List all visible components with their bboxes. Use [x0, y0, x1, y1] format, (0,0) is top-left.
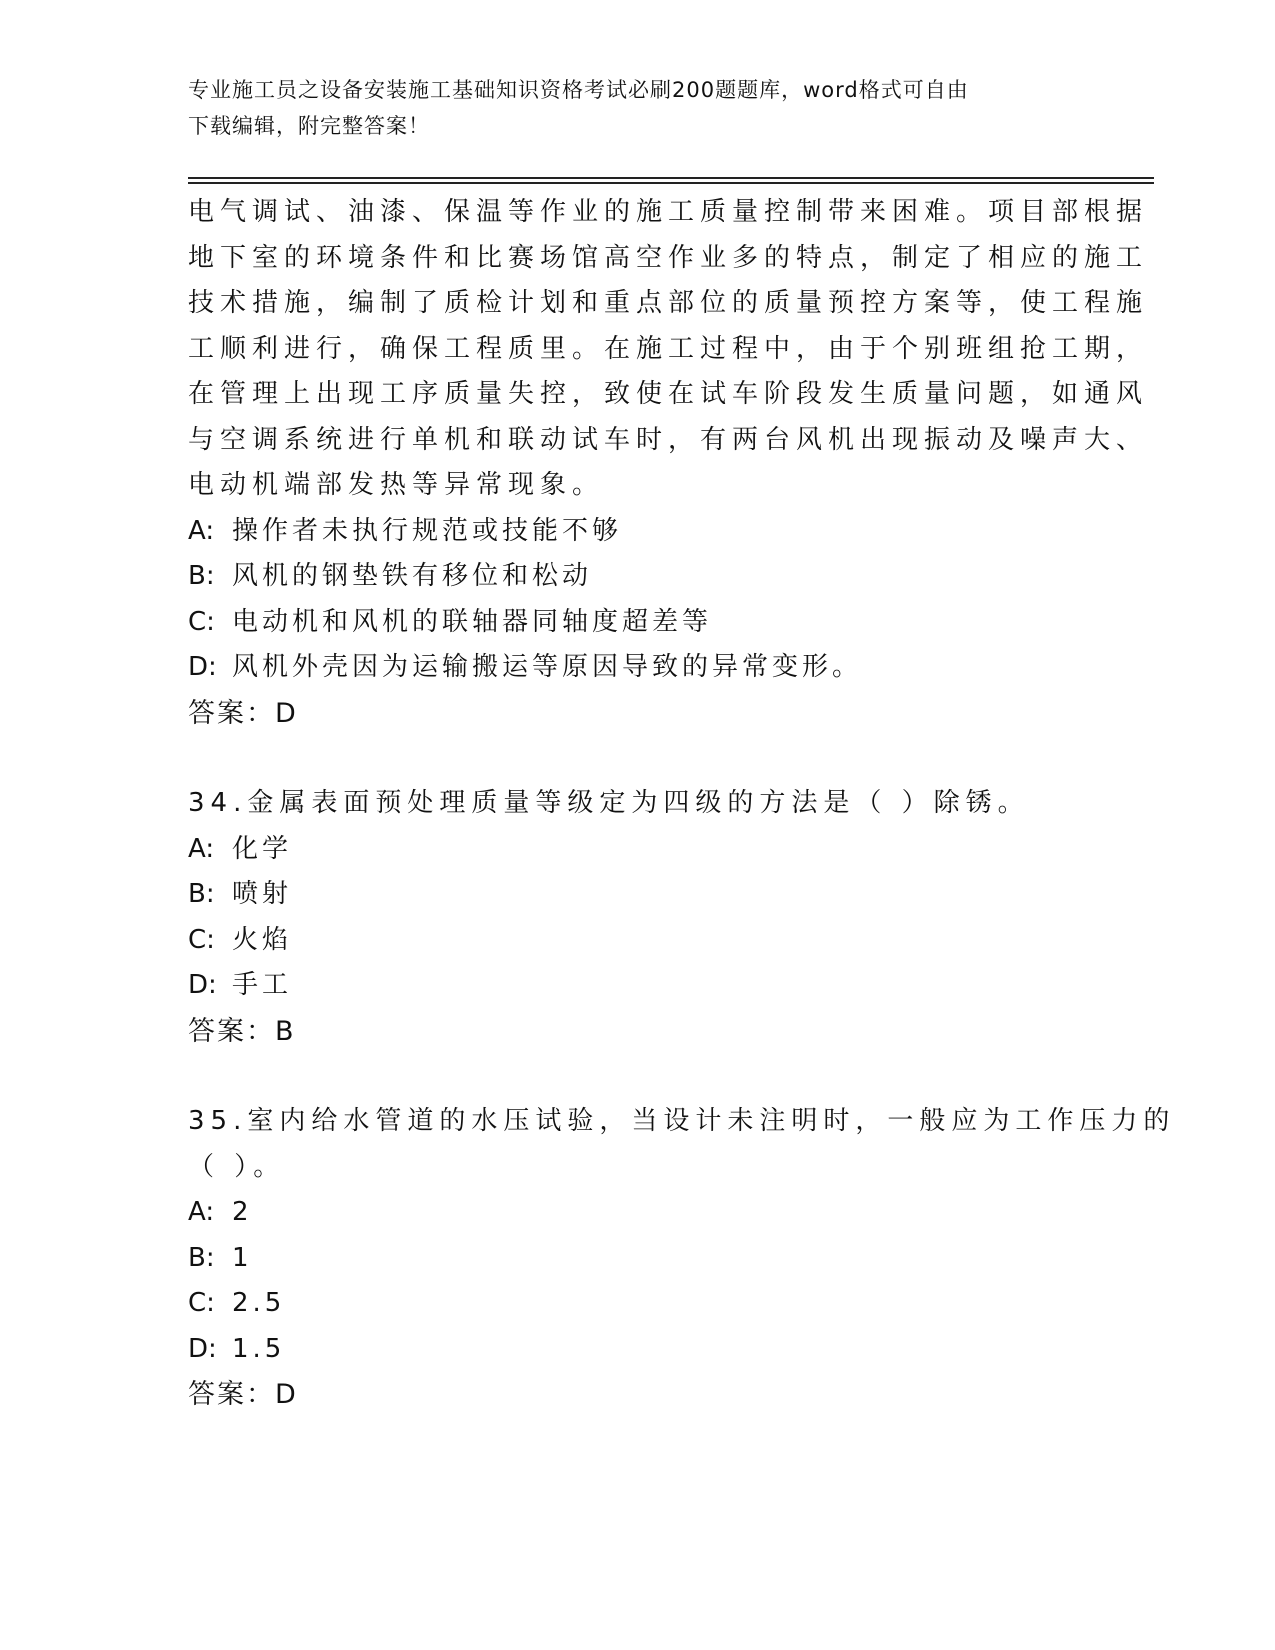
- option-text: 风机外壳因为运输搬运等原因导致的异常变形。: [232, 652, 863, 682]
- header-line-1: 专业施工员之设备安装施工基础知识资格考试必刷200题题库，word格式可自由: [188, 78, 969, 102]
- question-34-options: [188, 827, 1088, 1009]
- option-d: [188, 1327, 1088, 1373]
- option-a: [188, 509, 1088, 555]
- option-key: A:: [188, 1197, 215, 1227]
- option-text: 喷射: [232, 879, 293, 909]
- option-b: [188, 1236, 1088, 1282]
- option-key: A:: [188, 833, 215, 864]
- option-text: 2: [232, 1197, 253, 1227]
- header-rule-bottom: [188, 182, 1154, 184]
- question-35-answer: 答案：D: [188, 1379, 298, 1410]
- question-35-options: [188, 1190, 1088, 1372]
- question-35-text-line-2: （ ）。: [188, 1151, 286, 1182]
- question-33-options: [188, 509, 1088, 691]
- option-text: 1: [232, 1242, 253, 1273]
- option-key: C:: [188, 924, 215, 955]
- document-body: [188, 190, 1176, 1418]
- option-text: 化学: [232, 833, 293, 864]
- passage-line: 电动机端部发热等异常现象。: [188, 470, 605, 500]
- option-key: B:: [188, 561, 215, 591]
- option-d: [188, 963, 1088, 1009]
- option-a: [188, 1190, 1088, 1236]
- option-text: 电动机和风机的联轴器同轴度超差等: [232, 606, 713, 637]
- option-key: C:: [188, 1288, 215, 1318]
- option-key: B:: [188, 879, 215, 909]
- option-text: 火焰: [232, 924, 293, 955]
- option-b: [188, 554, 1088, 600]
- option-text: 手工: [232, 970, 293, 1000]
- option-text: 操作者未执行规范或技能不够: [232, 515, 623, 546]
- option-key: C:: [188, 606, 215, 637]
- option-a: [188, 827, 1088, 873]
- passage-line: 电气调试、油漆、保温等作业的施工质量控制带来困难。项目部根据: [188, 197, 1149, 227]
- header-line-2: 下载编辑，附完整答案！: [188, 114, 430, 138]
- option-text: 1.5: [232, 1333, 286, 1364]
- question-33-passage: [188, 190, 1149, 509]
- option-key: D:: [188, 970, 217, 1000]
- passage-line: 地下室的环境条件和比赛场馆高空作业多的特点，制定了相应的施工: [188, 242, 1149, 273]
- question-34-answer: 答案：B: [188, 1015, 296, 1047]
- option-d: [188, 645, 1088, 691]
- passage-line: 在管理上出现工序质量失控，致使在试车阶段发生质量问题，如通风: [188, 379, 1149, 409]
- spacer: [188, 1054, 1088, 1099]
- option-key: A:: [188, 515, 215, 546]
- option-key: D:: [188, 652, 217, 682]
- option-text: 2.5: [232, 1288, 286, 1318]
- passage-line: 工顺利进行，确保工程质里。在施工过程中，由于个别班组抢工期，: [188, 333, 1149, 364]
- question-35-text-line-1: 35.室内给水管道的水压试验，当设计未注明时，一般应为工作压力的: [188, 1106, 1176, 1136]
- option-c: [188, 600, 1088, 646]
- page-header: [188, 72, 1068, 144]
- passage-line: 技术措施，编制了质检计划和重点部位的质量预控方案等，使工程施: [188, 288, 1149, 318]
- option-c: [188, 918, 1088, 964]
- option-text: 风机的钢垫铁有移位和松动: [232, 561, 593, 591]
- header-rule-top: [188, 177, 1154, 179]
- question-33-answer: 答案：D: [188, 697, 298, 729]
- passage-line: 与空调系统进行单机和联动试车时，有两台风机出现振动及噪声大、: [188, 424, 1149, 455]
- spacer: [188, 736, 1088, 781]
- question-34-text: 34.金属表面预处理质量等级定为四级的方法是（ ）除锈。: [188, 788, 1030, 818]
- option-key: B:: [188, 1242, 215, 1273]
- option-b: [188, 872, 1088, 918]
- option-key: D:: [188, 1333, 217, 1364]
- option-c: [188, 1281, 1088, 1327]
